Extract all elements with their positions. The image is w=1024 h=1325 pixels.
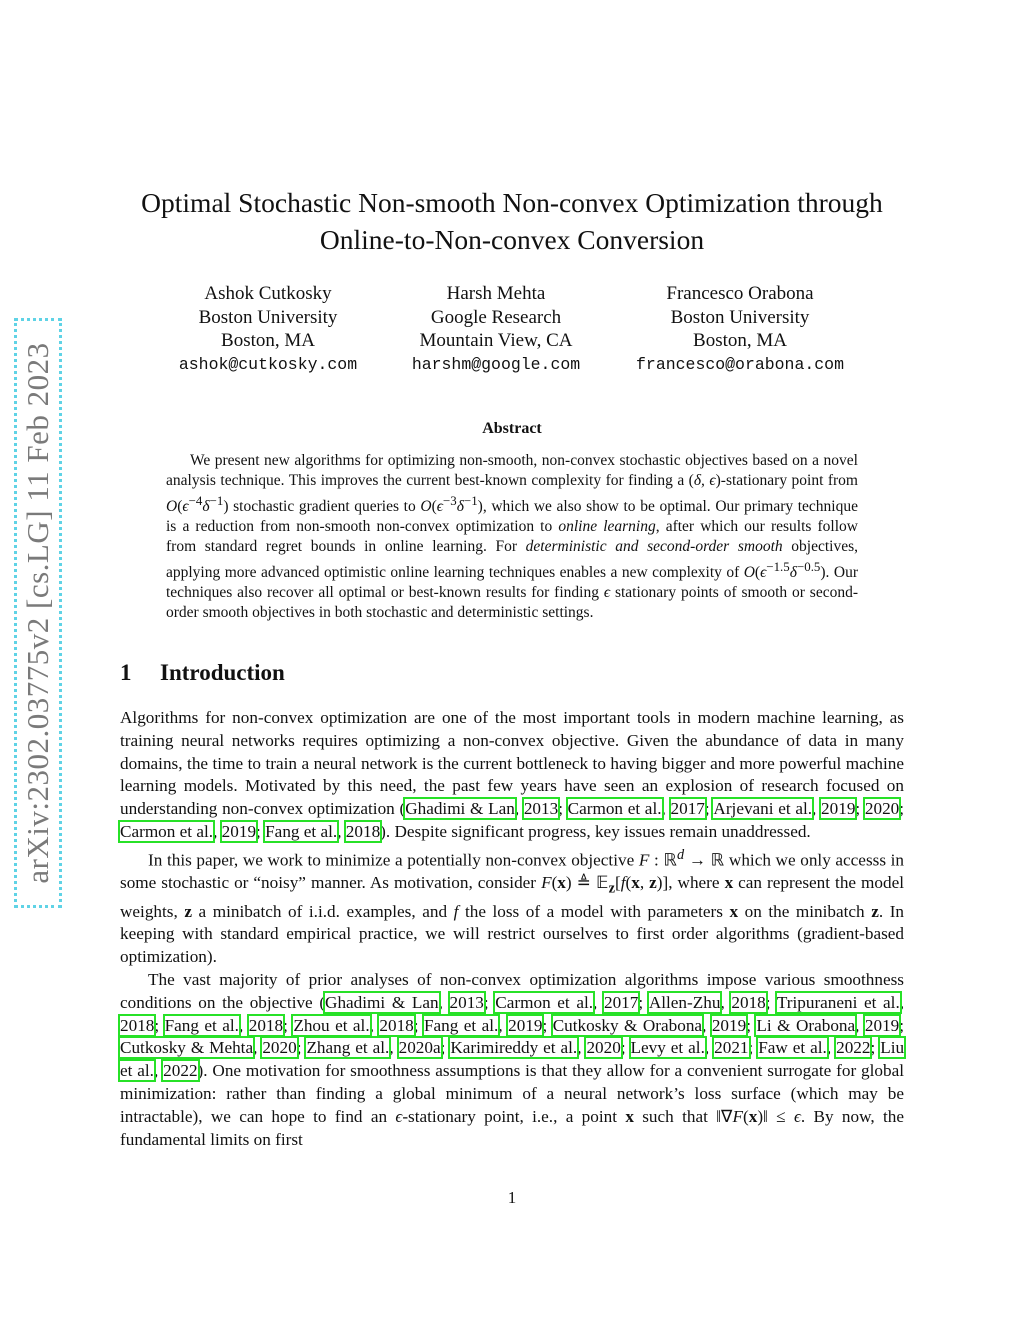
author-email[interactable]: ashok@cutkosky.com xyxy=(178,354,358,374)
author-block-1 xyxy=(168,282,368,376)
citation-link[interactable]: Zhang et al. xyxy=(306,1038,390,1058)
paragraph-3: The vast majority of prior analyses of non-convex optimization algorithms impose various smoothness conditions on the objective (Ghadimi & Lan, 2013; Carmon et al., 2017; Allen-Zhu, 2018; Tripuraneni et al., 2018; Fang et al., 2018; Zhou et al., 2018; Fang et al., 2019; Cutkosky & Orabona, 2019; Li & Orabona, 2019; Cutkosky & Mehta, 2020; Zhang et al., 2020a; Karimireddy et al., 2020; Levy et al., 2021; Faw et al., 2022; Liu et al., 2022). One motivation for smoothness assumptions is that they allow for a convenient surrogate for global minimization: rather than finding a global minimum of a neural network’s loss surface (which may be intractable), we can hope to find an ϵ-stationary point, i.e., a point x such that ‖∇F(x)‖ ≤ ϵ. By now, the fundamental limits on first xyxy=(120,969,905,1149)
author-location: Boston, MA xyxy=(693,330,787,351)
citation-link[interactable]: 2021 xyxy=(714,1038,749,1058)
abstract-text: We present new algorithms for optimizing non-smooth, non-convex stochastic objectives based on a novel analysis technique. This improves the current best-known complexity for finding a (δ, ϵ)-stationary point from $O(\epsilon^{-4}\delta^{-1})$ stochastic gradient queries to $O(\epsilon^{-3}\delta^{-1})$, which we also show to be optimal. Our primary technique is a reduction from non-smooth non-convex optimization to online learning, after which our results follow from standard regret bounds in online learning. For deterministic and second-order smooth objectives, applying more advanced optimistic online learning techniques enables a new complexity of $O(\epsilon^{-1.5}\delta^{-0.5})$. Our techniques also recover all optimal or best-known results for finding ϵ stationary points of smooth or second-order smooth objectives in both stochastic and deterministic settings. xyxy=(166,452,858,622)
arxiv-id-label: arXiv:2302.03775v2 [cs.LG] 11 Feb 2023 xyxy=(20,342,55,884)
citation-link[interactable]: Cutkosky & Orabona xyxy=(552,1015,703,1035)
citation-link[interactable]: 2019 xyxy=(711,1015,747,1035)
citation-link[interactable]: 2017 xyxy=(603,992,639,1012)
citation-link[interactable]: Fang et al. xyxy=(265,821,338,841)
section-number: 1 xyxy=(120,660,132,685)
citation-link[interactable]: Tripuraneni et al. xyxy=(776,992,900,1012)
citation-link[interactable]: 2019 xyxy=(508,1015,543,1035)
author-location: Boston, MA xyxy=(221,330,315,351)
citation-link[interactable]: 2022 xyxy=(163,1061,198,1081)
citation-link[interactable]: 2017 xyxy=(670,799,705,819)
citation-link[interactable]: Levy et al. xyxy=(630,1038,705,1058)
section-heading xyxy=(120,660,285,686)
citation-link[interactable]: 2020 xyxy=(586,1038,621,1058)
citation-link[interactable]: Carmon et al. xyxy=(120,821,214,841)
author-email[interactable]: francesco@orabona.com xyxy=(636,354,844,374)
citation-link[interactable]: 2020a xyxy=(398,1038,441,1058)
introduction-body xyxy=(120,707,904,1151)
citation-link[interactable]: 2018 xyxy=(379,1015,414,1035)
paper-title xyxy=(100,184,924,258)
citation-link[interactable]: Ghadimi & Lan xyxy=(325,992,439,1012)
author-email[interactable]: harshm@google.com xyxy=(411,354,581,374)
citation-link[interactable]: 2019 xyxy=(221,821,257,841)
citation-link[interactable]: Zhou et al. xyxy=(293,1015,370,1035)
paragraph-1: Algorithms for non-convex optimization are one of the most important tools in modern machine learning, as training neural networks requires optimizing a non-convex objective. Given the abundance of data in many domains, the time to train a neural network is the current bottleneck to having bigger and more powerful machine learning models. Motivated by this need, the past few years have seen an explosion of research focused on understanding non-convex optimization (Ghadimi & Lan, 2013; Carmon et al., 2017; Arjevani et al., 2019; 2020; Carmon et al., 2019; Fang et al., 2018). Despite significant progress, key issues remain unaddressed. xyxy=(120,708,905,841)
author-affiliation: Boston University xyxy=(670,306,810,328)
citation-link[interactable]: Ghadimi & Lan xyxy=(405,799,515,819)
citation-link[interactable]: Liu et al. xyxy=(120,1038,905,1081)
citation-link[interactable]: 2018 xyxy=(120,1015,155,1035)
author-affiliation: Boston University xyxy=(198,306,338,328)
citation-link[interactable]: Li & Orabona xyxy=(756,1015,856,1035)
citation-link[interactable]: 2022 xyxy=(836,1038,871,1058)
citation-link[interactable]: Carmon et al. xyxy=(567,799,662,819)
citation-link[interactable]: 2018 xyxy=(345,821,381,841)
title-line-2: Online-to-Non-convex Conversion xyxy=(319,224,705,255)
citation-link[interactable]: Cutkosky & Mehta xyxy=(120,1038,254,1058)
citation-link[interactable]: 2019 xyxy=(864,1015,900,1035)
citation-link[interactable]: 2018 xyxy=(248,1015,284,1035)
citation-link[interactable]: 2018 xyxy=(731,992,766,1012)
citation-link[interactable]: Fang et al. xyxy=(164,1015,239,1035)
author-location: Mountain View, CA xyxy=(419,330,573,351)
abstract-heading: Abstract xyxy=(482,420,542,437)
citation-link[interactable]: 2013 xyxy=(523,799,559,819)
arxiv-sidebar-stamp[interactable] xyxy=(14,318,62,908)
citation-link[interactable]: Karimireddy et al. xyxy=(450,1038,578,1058)
page-number: 1 xyxy=(507,1188,517,1207)
citation-link[interactable]: Arjevani et al. xyxy=(713,799,813,819)
citation-link[interactable]: Carmon et al. xyxy=(495,992,594,1012)
citation-link[interactable]: Allen-Zhu xyxy=(648,992,721,1012)
author-name: Ashok Cutkosky xyxy=(204,283,332,304)
author-affiliation: Google Research xyxy=(430,306,562,328)
section-title: Introduction xyxy=(160,660,285,685)
author-name: Francesco Orabona xyxy=(666,283,814,304)
citation-link[interactable]: Faw et al. xyxy=(758,1038,827,1058)
citation-link[interactable]: 2020 xyxy=(262,1038,297,1058)
author-block-2 xyxy=(396,282,596,376)
citation-link[interactable]: 2020 xyxy=(864,799,900,819)
paragraph-2: In this paper, we work to minimize a potentially non-convex objective F : ℝ$^d$ → ℝ which we only accesss in some stochastic or “noisy” manner. As motivation, consider F(x) ≜ 𝔼$_z$[f(x, z)], where x can represent the model weights, z a minibatch of i.i.d. examples, and f the loss of a model with parameters x on the minibatch z. In keeping with standard empirical practice, we will restrict ourselves to first order algorithms (gradient-based optimization). xyxy=(120,846,905,967)
citation-link[interactable]: Fang et al. xyxy=(423,1015,499,1035)
citation-link[interactable]: 2013 xyxy=(449,992,484,1012)
citation-link[interactable]: 2019 xyxy=(821,799,856,819)
author-block-3 xyxy=(622,282,858,376)
author-name: Harsh Mehta xyxy=(446,283,546,304)
title-line-1: Optimal Stochastic Non-smooth Non-convex Optimization through xyxy=(141,187,883,218)
